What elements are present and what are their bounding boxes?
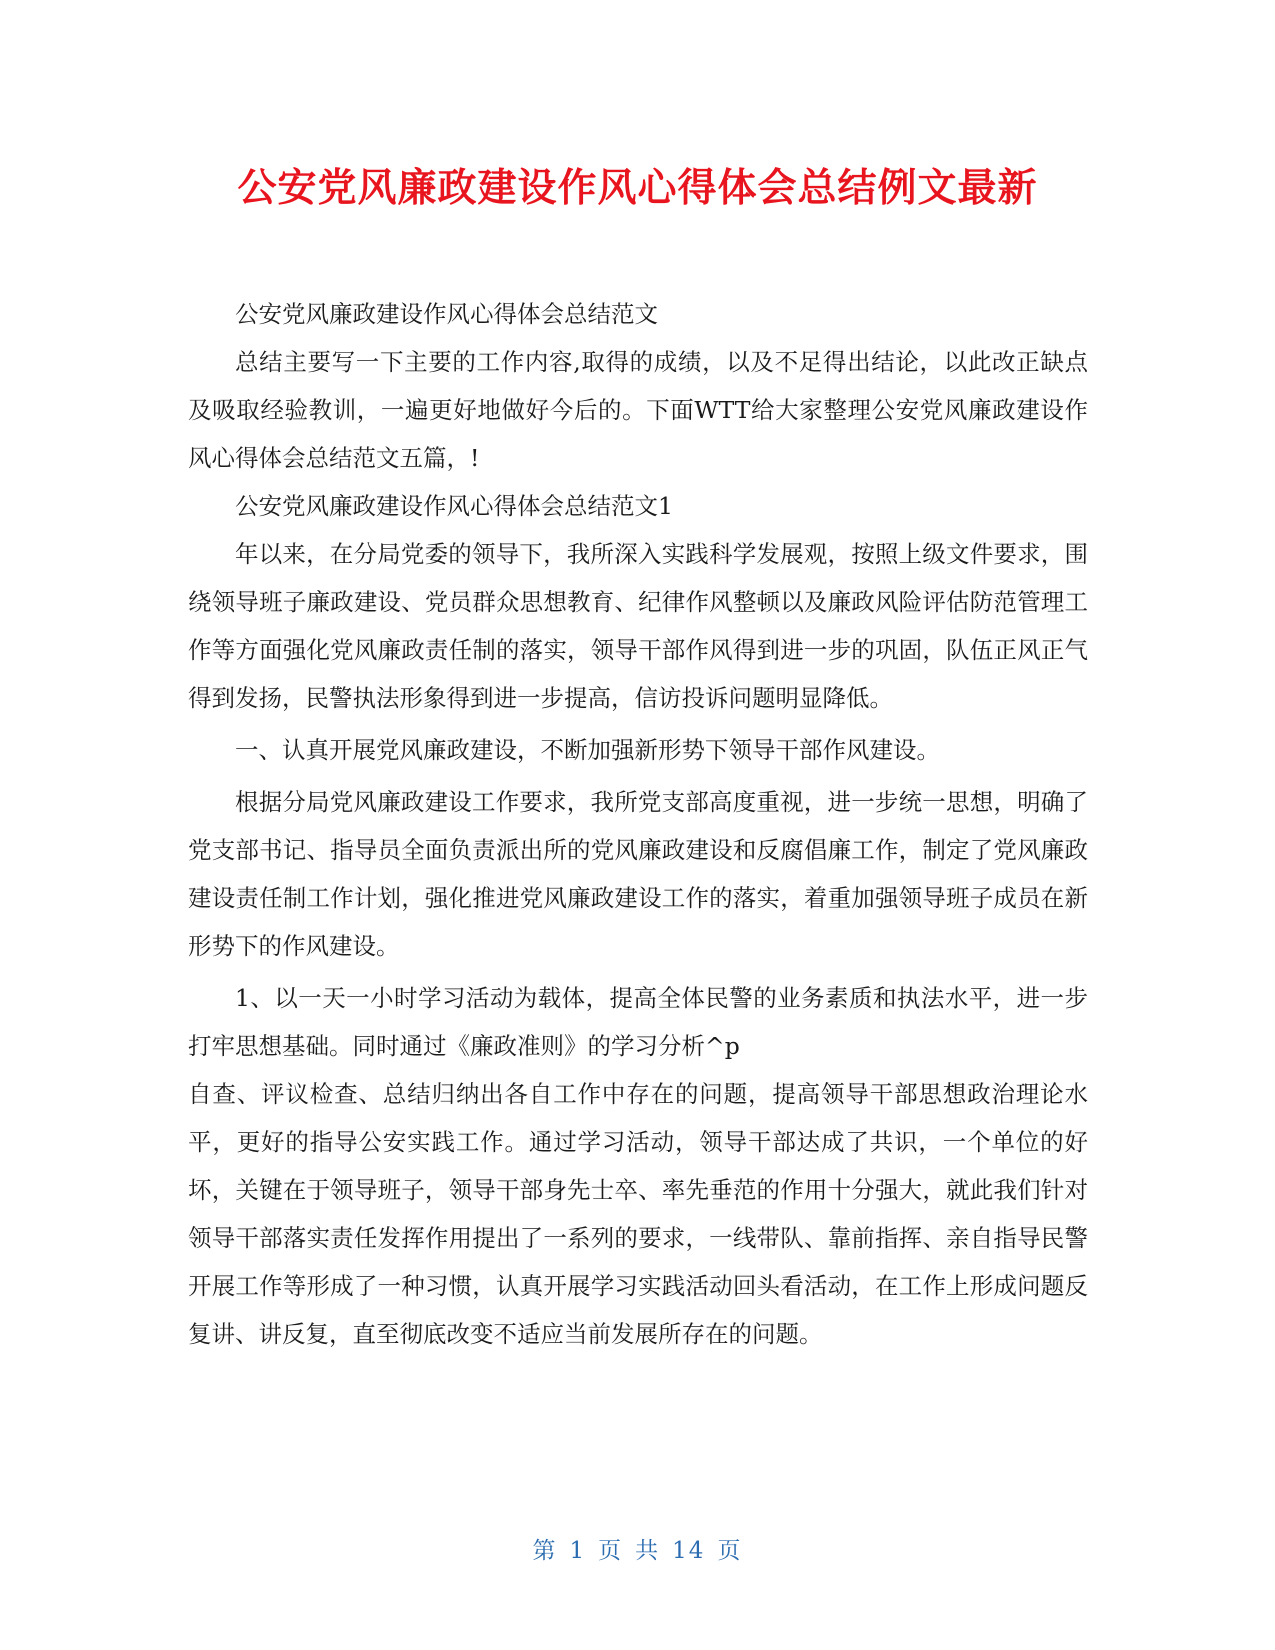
paragraph-requirements: 根据分局党风廉政建设工作要求，我所党支部高度重视，进一步统一思想，明确了党支部书记、指导员全面负责派出所的党风廉政建设和反腐倡廉工作，制定了党风廉政建设责任制工作计划，强化推进党风廉政建设工作的落实，着重加强领导班子成员在新形势下的作风建设。 <box>188 788 1088 960</box>
footer-label-total: 共 <box>635 1538 661 1564</box>
paragraph-intro: 总结主要写一下主要的工作内容,取得的成绩，以及不足得出结论，以此改正缺点及吸取经验教训，一遍更好地做好今后的。下面WTT给大家整理公安党风廉政建设作风心得体会总结范文五篇，! <box>188 348 1088 472</box>
footer-label-page: 第 <box>532 1538 558 1564</box>
footer-current-page: 1 <box>569 1538 587 1564</box>
paragraph-overview: 年以来，在分局党委的领导下，我所深入实践科学发展观，按照上级文件要求，围绕领导班子廉政建设、党员群众思想教育、纪律作风整顿以及廉政风险评估防范管理工作等方面强化党风廉政责任制的落实，领导干部作风得到进一步的巩固，队伍正风正气得到发扬，民警执法形象得到进一步提高，信访投诉问题明显降低。 <box>188 540 1088 712</box>
document-body <box>188 290 1088 1358</box>
footer-label-unit2: 页 <box>717 1538 743 1564</box>
footer-total-pages: 14 <box>672 1538 706 1564</box>
paragraph-section-heading: 公安党风廉政建设作风心得体会总结范文1 <box>235 492 673 520</box>
page-footer <box>0 1532 1275 1565</box>
paragraph-continuation: 自查、评议检查、总结归纳出各自工作中存在的问题，提高领导干部思想政治理论水平，更好的指导公安实践工作。通过学习活动，领导干部达成了共识，一个单位的好坏，关键在于领导班子，领导干部身先士卒、率先垂范的作用十分强大，就此我们针对领导干部落实责任发挥作用提出了一系列的要求，一线带队、靠前指挥、亲自指导民警开展工作等形成了一种习惯，认真开展学习实践活动回头看活动，在工作上形成问题反复讲、讲反复，直至彻底改变不适应当前发展所存在的问题。 <box>188 1080 1088 1348</box>
footer-label-unit: 页 <box>598 1538 624 1564</box>
paragraph-subtitle: 公安党风廉政建设作风心得体会总结范文 <box>235 300 658 328</box>
document-title: 公安党风廉政建设作风心得体会总结例文最新 <box>237 166 1038 211</box>
paragraph-heading-one: 一、认真开展党风廉政建设，不断加强新形势下领导干部作风建设。 <box>235 736 940 764</box>
paragraph-item-one: 1、以一天一小时学习活动为载体，提高全体民警的业务素质和执法水平，进一步打牢思想基础。同时通过《廉政准则》的学习分析^p <box>188 984 1088 1060</box>
